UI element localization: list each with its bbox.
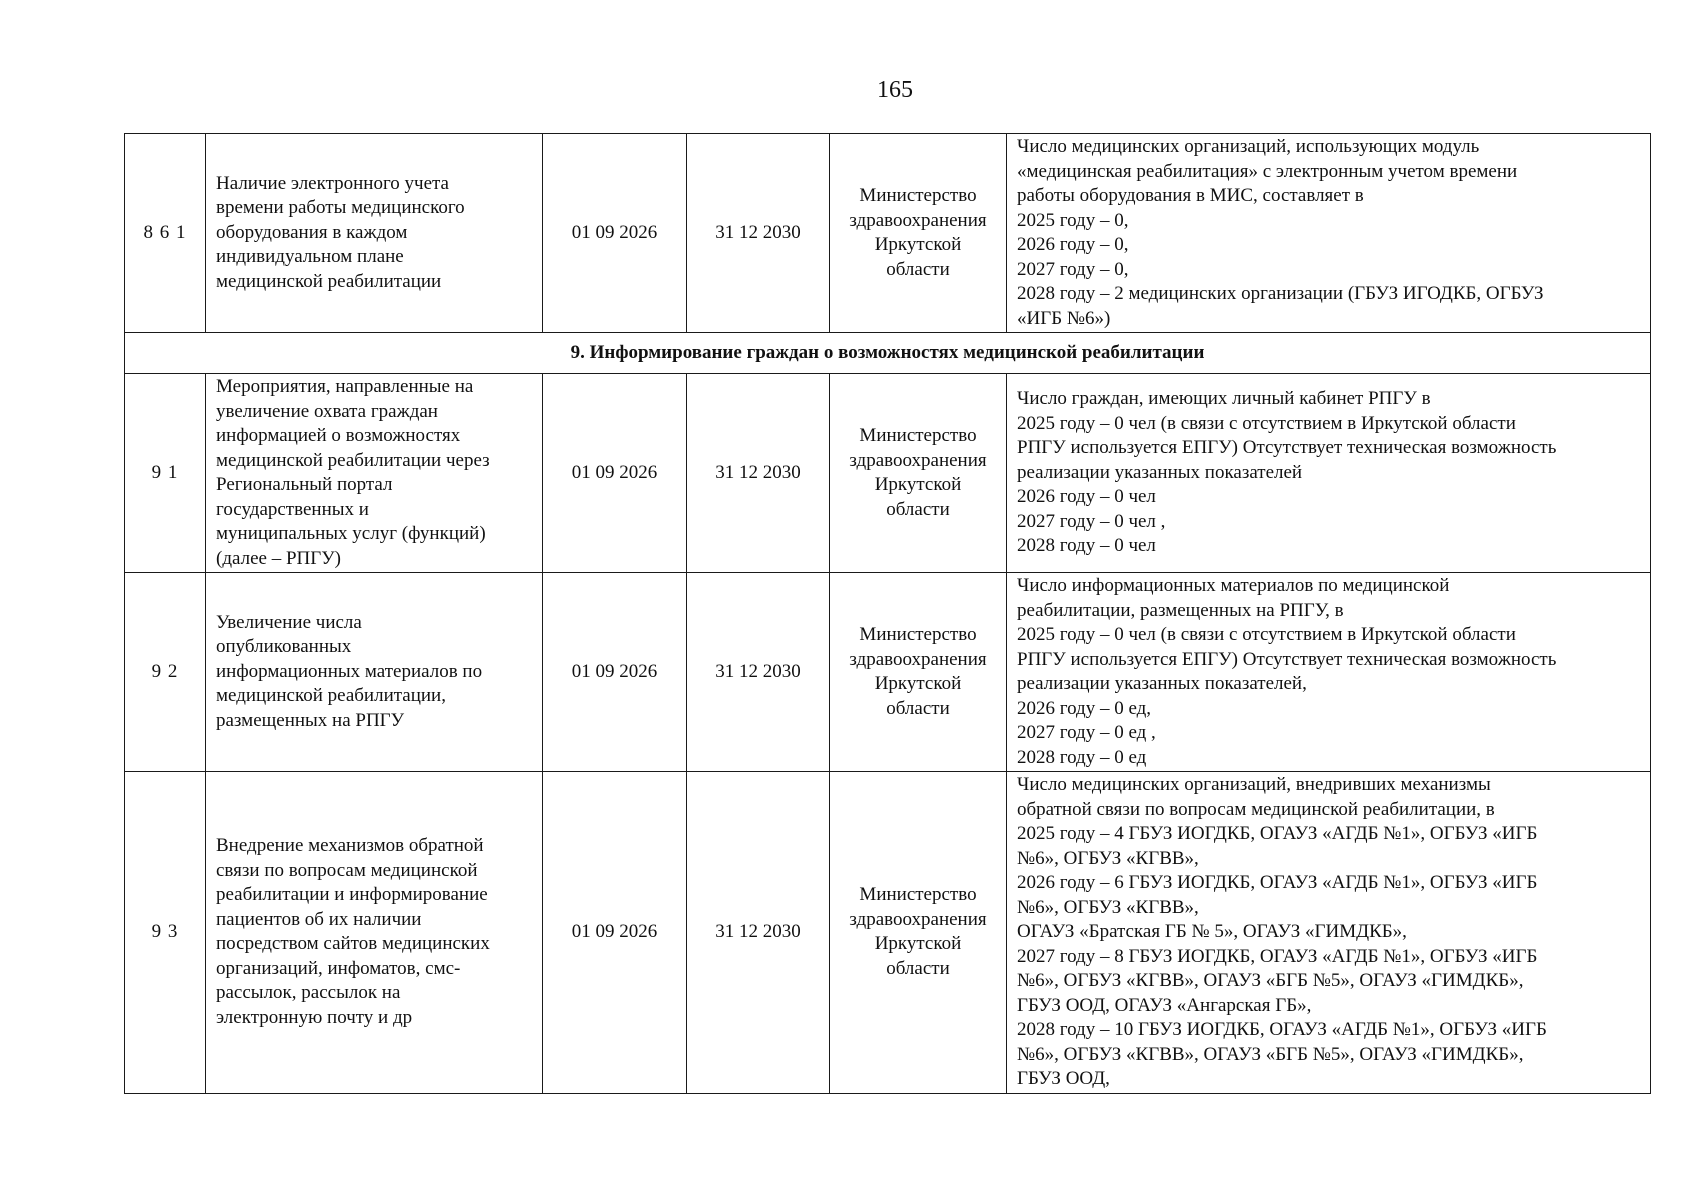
text-line: Увеличение числа bbox=[216, 611, 362, 633]
text-line: Иркутской bbox=[874, 234, 962, 255]
text-line: 2028 году – 0 чел bbox=[1017, 535, 1156, 557]
text-line: размещенных на РПГУ bbox=[216, 709, 405, 731]
table-row bbox=[125, 573, 1651, 772]
text-line: медицинской реабилитации bbox=[216, 270, 442, 292]
text-line: 2026 году – 0 чел bbox=[1017, 486, 1156, 508]
text-line: увеличение охвата граждан bbox=[216, 400, 438, 422]
table-row bbox=[125, 374, 1651, 573]
text-line: №6», ОГБУЗ «КГВВ», ОГАУЗ «БГБ №5», ОГАУЗ «ГИМДКБ», bbox=[1017, 970, 1524, 991]
text-line: «медицинская реабилитация» с электронным учетом времени bbox=[1017, 160, 1518, 182]
text-line: области bbox=[886, 498, 950, 520]
start-date: 01 09 2026 bbox=[543, 772, 687, 1094]
measure-name bbox=[206, 772, 543, 1094]
text-line: работы оборудования в МИС, составляет в bbox=[1017, 185, 1364, 206]
text-line: Иркутской bbox=[874, 933, 962, 955]
end-date: 31 12 2030 bbox=[687, 772, 830, 1094]
text-line: обратной связи по вопросам медицинской реабилитации, в bbox=[1017, 798, 1495, 820]
measure-name bbox=[206, 573, 543, 772]
text-line: информационных материалов по bbox=[216, 660, 483, 682]
text-line: РПГУ используется ЕПГУ) Отсутствует техническая возможность bbox=[1017, 648, 1557, 670]
text-line: реабилитации, размещенных на РПГУ, в bbox=[1017, 599, 1344, 621]
row-number: 8 6 1 bbox=[125, 134, 206, 333]
text-line: Иркутской bbox=[874, 673, 962, 694]
indicator-description bbox=[1007, 573, 1651, 772]
text-line: медицинской реабилитации, bbox=[216, 685, 446, 707]
start-date: 01 09 2026 bbox=[543, 374, 687, 573]
text-line: 2027 году – 0 чел , bbox=[1017, 510, 1166, 532]
text-line: №6», ОГБУЗ «КГВВ», bbox=[1017, 896, 1199, 918]
responsible-executor bbox=[830, 374, 1007, 573]
text-line: времени работы медицинского bbox=[216, 197, 465, 219]
text-line: здравоохранения bbox=[849, 209, 987, 231]
text-line: 2027 году – 0, bbox=[1017, 258, 1129, 280]
text-line: Региональный портал bbox=[216, 474, 393, 495]
text-line: опубликованных bbox=[216, 636, 352, 658]
indicator-description bbox=[1007, 134, 1651, 333]
text-line: ОГАУЗ «Братская ГБ № 5», ОГАУЗ «ГИМДКБ», bbox=[1017, 921, 1407, 942]
section-title: 9. Информирование граждан о возможностях медицинской реабилитации bbox=[125, 333, 1651, 374]
section-row bbox=[125, 333, 1651, 374]
text-line: организаций, инфоматов, смс- bbox=[216, 957, 461, 979]
text-line: №6», ОГБУЗ «КГВВ», bbox=[1017, 847, 1199, 869]
table-row bbox=[125, 134, 1651, 333]
text-line: государственных и bbox=[216, 498, 369, 520]
responsible-executor bbox=[830, 772, 1007, 1094]
text-line: пациентов об их наличии bbox=[216, 908, 422, 930]
text-line: посредством сайтов медицинских bbox=[216, 933, 490, 955]
table-body bbox=[125, 134, 1651, 1094]
text-line: РПГУ используется ЕПГУ) Отсутствует техническая возможность bbox=[1017, 437, 1557, 459]
text-line: №6», ОГБУЗ «КГВВ», ОГАУЗ «БГБ №5», ОГАУЗ «ГИМДКБ», bbox=[1017, 1043, 1524, 1065]
row-number: 9 1 bbox=[125, 374, 206, 573]
measure-name bbox=[206, 134, 543, 333]
text-line: 2026 году – 6 ГБУЗ ИОГДКБ, ОГАУЗ «АГДБ №1», ОГБУЗ «ИГБ bbox=[1017, 872, 1538, 893]
end-date: 31 12 2030 bbox=[687, 134, 830, 333]
text-line: 2025 году – 0 чел (в связи с отсутствием в Иркутской области bbox=[1017, 412, 1516, 434]
text-line: муниципальных услуг (функций) bbox=[216, 523, 486, 544]
text-line: 2028 году – 0 ед bbox=[1017, 746, 1147, 768]
text-line: индивидуальном плане bbox=[216, 246, 404, 268]
text-line: Министерство bbox=[859, 425, 977, 446]
text-line: здравоохранения bbox=[849, 648, 987, 670]
responsible-executor bbox=[830, 134, 1007, 333]
text-line: 2027 году – 0 ед , bbox=[1017, 722, 1156, 743]
text-line: 2025 году – 4 ГБУЗ ИОГДКБ, ОГАУЗ «АГДБ №1», ОГБУЗ «ИГБ bbox=[1017, 823, 1538, 844]
text-line: Число информационных материалов по медицинской bbox=[1017, 575, 1450, 596]
text-line: области bbox=[886, 697, 950, 719]
text-line: Число граждан, имеющих личный кабинет РПГУ в bbox=[1017, 388, 1431, 410]
row-number: 9 3 bbox=[125, 772, 206, 1094]
indicator-description bbox=[1007, 374, 1651, 573]
text-line: реабилитации и информирование bbox=[216, 884, 488, 906]
text-line: электронную почту и др bbox=[216, 1006, 413, 1028]
text-line: 2027 году – 8 ГБУЗ ИОГДКБ, ОГАУЗ «АГДБ №1», ОГБУЗ «ИГБ bbox=[1017, 945, 1538, 967]
indicator-description bbox=[1007, 772, 1651, 1094]
text-line: Число медицинских организаций, использующих модуль bbox=[1017, 136, 1480, 157]
text-line: «ИГБ №6») bbox=[1017, 307, 1111, 329]
end-date: 31 12 2030 bbox=[687, 573, 830, 772]
text-line: (далее – РПГУ) bbox=[216, 547, 341, 569]
text-line: здравоохранения bbox=[849, 908, 987, 930]
text-line: Число медицинских организаций, внедривших механизмы bbox=[1017, 774, 1491, 795]
text-line: Министерство bbox=[859, 884, 977, 906]
table-row bbox=[125, 772, 1651, 1094]
text-line: 2026 году – 0, bbox=[1017, 234, 1129, 255]
text-line: Иркутской bbox=[874, 474, 962, 495]
text-line: Мероприятия, направленные на bbox=[216, 376, 474, 397]
text-line: Внедрение механизмов обратной bbox=[216, 835, 484, 857]
text-line: связи по вопросам медицинской bbox=[216, 859, 478, 881]
text-line: 2025 году – 0, bbox=[1017, 209, 1129, 231]
end-date: 31 12 2030 bbox=[687, 374, 830, 573]
responsible-executor bbox=[830, 573, 1007, 772]
measure-name bbox=[206, 374, 543, 573]
text-line: ГБУЗ ООД, ОГАУЗ «Ангарская ГБ», bbox=[1017, 994, 1312, 1016]
text-line: медицинской реабилитации через bbox=[216, 449, 490, 471]
text-line: Министерство bbox=[859, 624, 977, 645]
text-line: области bbox=[886, 258, 950, 280]
row-number: 9 2 bbox=[125, 573, 206, 772]
text-line: 2026 году – 0 ед, bbox=[1017, 697, 1152, 719]
start-date: 01 09 2026 bbox=[543, 134, 687, 333]
page-number: 165 bbox=[877, 77, 913, 103]
measures-table bbox=[124, 133, 1651, 1094]
text-line: 2025 году – 0 чел (в связи с отсутствием в Иркутской области bbox=[1017, 624, 1516, 645]
text-line: 2028 году – 2 медицинских организации (ГБУЗ ИГОДКБ, ОГБУЗ bbox=[1017, 283, 1544, 304]
start-date: 01 09 2026 bbox=[543, 573, 687, 772]
text-line: области bbox=[886, 957, 950, 979]
text-line: ГБУЗ ООД, bbox=[1017, 1068, 1110, 1089]
text-line: рассылок, рассылок на bbox=[216, 982, 401, 1004]
text-line: оборудования в каждом bbox=[216, 221, 408, 243]
text-line: реализации указанных показателей bbox=[1017, 461, 1303, 483]
text-line: информацией о возможностях bbox=[216, 425, 461, 446]
text-line: Министерство bbox=[859, 185, 977, 206]
text-line: здравоохранения bbox=[849, 449, 987, 471]
text-line: Наличие электронного учета bbox=[216, 172, 449, 194]
text-line: 2028 году – 10 ГБУЗ ИОГДКБ, ОГАУЗ «АГДБ №1», ОГБУЗ «ИГБ bbox=[1017, 1019, 1547, 1040]
text-line: реализации указанных показателей, bbox=[1017, 673, 1307, 694]
